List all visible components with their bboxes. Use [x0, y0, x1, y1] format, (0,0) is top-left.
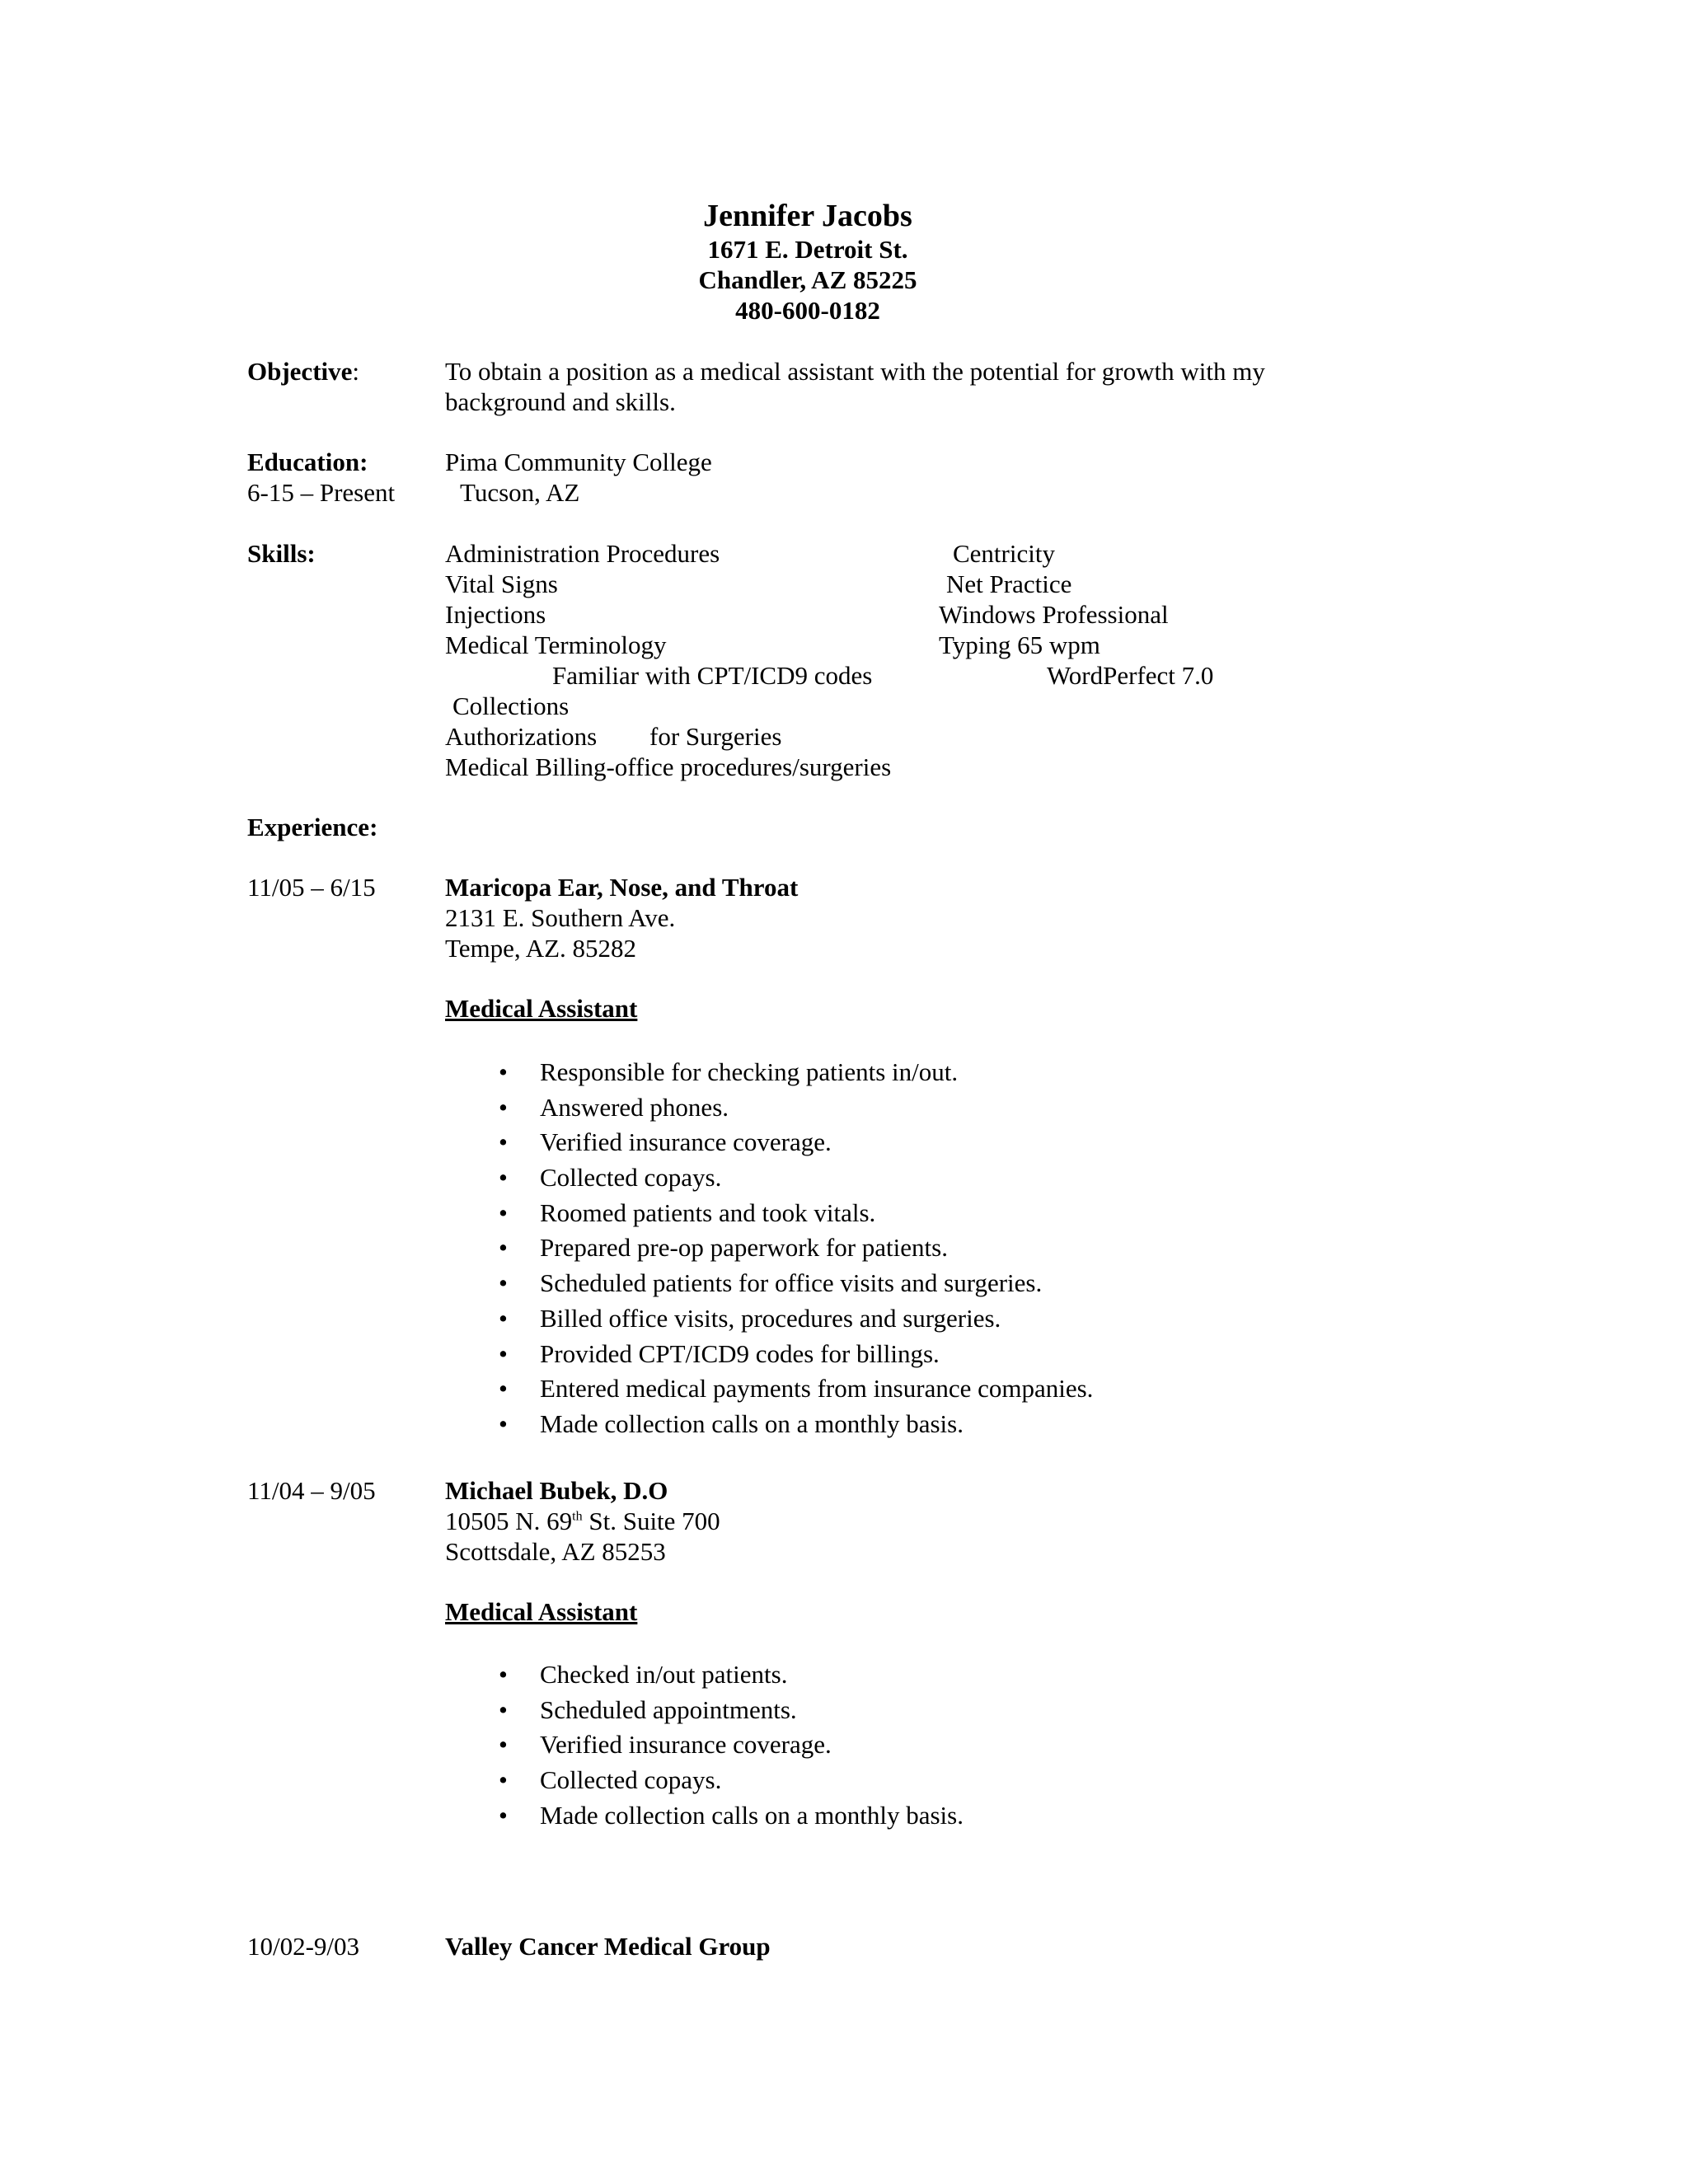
education-location: Tucson, AZ: [460, 478, 580, 507]
bullet-icon: •: [499, 1233, 508, 1263]
duty-text: Responsible for checking patients in/out.: [540, 1057, 959, 1086]
list-item: [499, 1659, 964, 1694]
duty-text: Prepared pre-op paperwork for patients.: [540, 1233, 948, 1263]
address-street: 1671 E. Detroit St.: [707, 235, 908, 264]
skill-left-2: Vital Signs: [445, 569, 558, 598]
skill-right-3: Windows Professional: [939, 600, 1169, 629]
education-school: Pima Community College: [445, 448, 712, 476]
education-label: Education:: [247, 448, 368, 476]
skill-collections: Collections: [452, 691, 570, 720]
list-item: [499, 1408, 1093, 1444]
duty-text: Roomed patients and took vitals.: [540, 1197, 876, 1227]
bullet-icon: •: [499, 1765, 508, 1795]
skill-left-3: Injections: [445, 600, 546, 629]
duty-text: Collected copays.: [540, 1163, 722, 1193]
list-item: [499, 1303, 1093, 1338]
objective-heading: Objective: [247, 357, 353, 386]
list-item: [499, 1127, 1093, 1162]
bullet-icon: •: [499, 1800, 508, 1830]
list-item: [499, 1694, 964, 1730]
bullet-icon: •: [499, 1057, 508, 1086]
bullet-icon: •: [499, 1127, 508, 1157]
job1-dates: 11/05 – 6/15: [247, 873, 376, 902]
skill-right-1: Centricity: [953, 539, 1055, 568]
bullet-icon: •: [499, 1694, 508, 1724]
job1-duties-list: [499, 1057, 1093, 1444]
skill-for-surgeries: for Surgeries: [649, 722, 782, 751]
list-item: [499, 1232, 1093, 1268]
bullet-icon: •: [499, 1338, 508, 1368]
skill-authorizations: Authorizations: [445, 722, 598, 751]
list-item: [499, 1338, 1093, 1374]
job2-address1-ordinal: th: [572, 1509, 583, 1524]
job3-dates: 10/02-9/03: [247, 1932, 360, 1961]
duty-text: Provided CPT/ICD9 codes for billings.: [540, 1338, 940, 1368]
list-item: [499, 1729, 964, 1765]
list-item: [499, 1765, 964, 1800]
skill-right-4: Typing 65 wpm: [939, 630, 1100, 659]
bullet-icon: •: [499, 1730, 508, 1760]
job2-employer: Michael Bubek, D.O: [445, 1476, 668, 1505]
job2-address1-suite: St. Suite 700: [582, 1507, 720, 1535]
list-item: [499, 1800, 964, 1835]
objective-colon: :: [352, 357, 360, 386]
job2-address1-street: 10505 N. 69: [445, 1507, 573, 1535]
objective-text-line2: background and skills.: [445, 387, 676, 416]
duty-text: Made collection calls on a monthly basis.: [540, 1800, 964, 1830]
bullet-icon: •: [499, 1197, 508, 1227]
duty-text: Checked in/out patients.: [540, 1660, 788, 1689]
job1-employer: Maricopa Ear, Nose, and Throat: [445, 873, 799, 902]
skill-wordperfect: WordPerfect 7.0: [1047, 661, 1214, 690]
bullet-icon: •: [499, 1660, 508, 1689]
duty-text: Scheduled appointments.: [540, 1694, 797, 1724]
list-item: [499, 1092, 1093, 1127]
bullet-icon: •: [499, 1303, 508, 1333]
list-item: [499, 1197, 1093, 1233]
bullet-icon: •: [499, 1374, 508, 1404]
job2-title: Medical Assistant: [445, 1597, 638, 1626]
duty-text: Answered phones.: [540, 1092, 729, 1122]
job2-address2: Scottsdale, AZ 85253: [445, 1537, 666, 1566]
job1-title: Medical Assistant: [445, 994, 638, 1023]
skill-left-1: Administration Procedures: [445, 539, 720, 568]
skill-cpt-codes: Familiar with CPT/ICD9 codes: [552, 661, 873, 690]
address-city: Chandler, AZ 85225: [698, 265, 917, 294]
duty-text: Collected copays.: [540, 1765, 722, 1795]
job2-address1: [445, 1506, 720, 1536]
skill-left-4: Medical Terminology: [445, 630, 667, 659]
objective-label: [247, 356, 359, 387]
list-item: [499, 1057, 1093, 1092]
duty-text: Billed office visits, procedures and surgeries.: [540, 1303, 1001, 1333]
phone-number: 480-600-0182: [735, 296, 880, 325]
duty-text: Verified insurance coverage.: [540, 1127, 832, 1157]
list-item: [499, 1373, 1093, 1408]
list-item: [499, 1162, 1093, 1197]
bullet-icon: •: [499, 1268, 508, 1298]
skill-right-2: Net Practice: [946, 569, 1072, 598]
skills-label: Skills:: [247, 539, 316, 568]
list-item: [499, 1268, 1093, 1303]
job1-address1: 2131 E. Southern Ave.: [445, 903, 676, 932]
experience-label: Experience:: [247, 813, 378, 841]
resume-name: Jennifer Jacobs: [703, 199, 912, 233]
duty-text: Entered medical payments from insurance companies.: [540, 1374, 1094, 1404]
objective-text-line1: To obtain a position as a medical assistant with the potential for growth with my: [445, 357, 1265, 386]
bullet-icon: •: [499, 1163, 508, 1193]
job1-address2: Tempe, AZ. 85282: [445, 934, 637, 963]
education-dates: 6-15 – Present: [247, 478, 396, 507]
job2-duties-list: [499, 1659, 964, 1835]
duty-text: Made collection calls on a monthly basis.: [540, 1408, 964, 1438]
bullet-icon: •: [499, 1408, 508, 1438]
job2-dates: 11/04 – 9/05: [247, 1476, 376, 1505]
bullet-icon: •: [499, 1092, 508, 1122]
skill-medical-billing: Medical Billing-office procedures/surgeries: [445, 752, 892, 781]
job3-employer: Valley Cancer Medical Group: [445, 1932, 771, 1961]
duty-text: Verified insurance coverage.: [540, 1730, 832, 1760]
duty-text: Scheduled patients for office visits and surgeries.: [540, 1268, 1043, 1298]
